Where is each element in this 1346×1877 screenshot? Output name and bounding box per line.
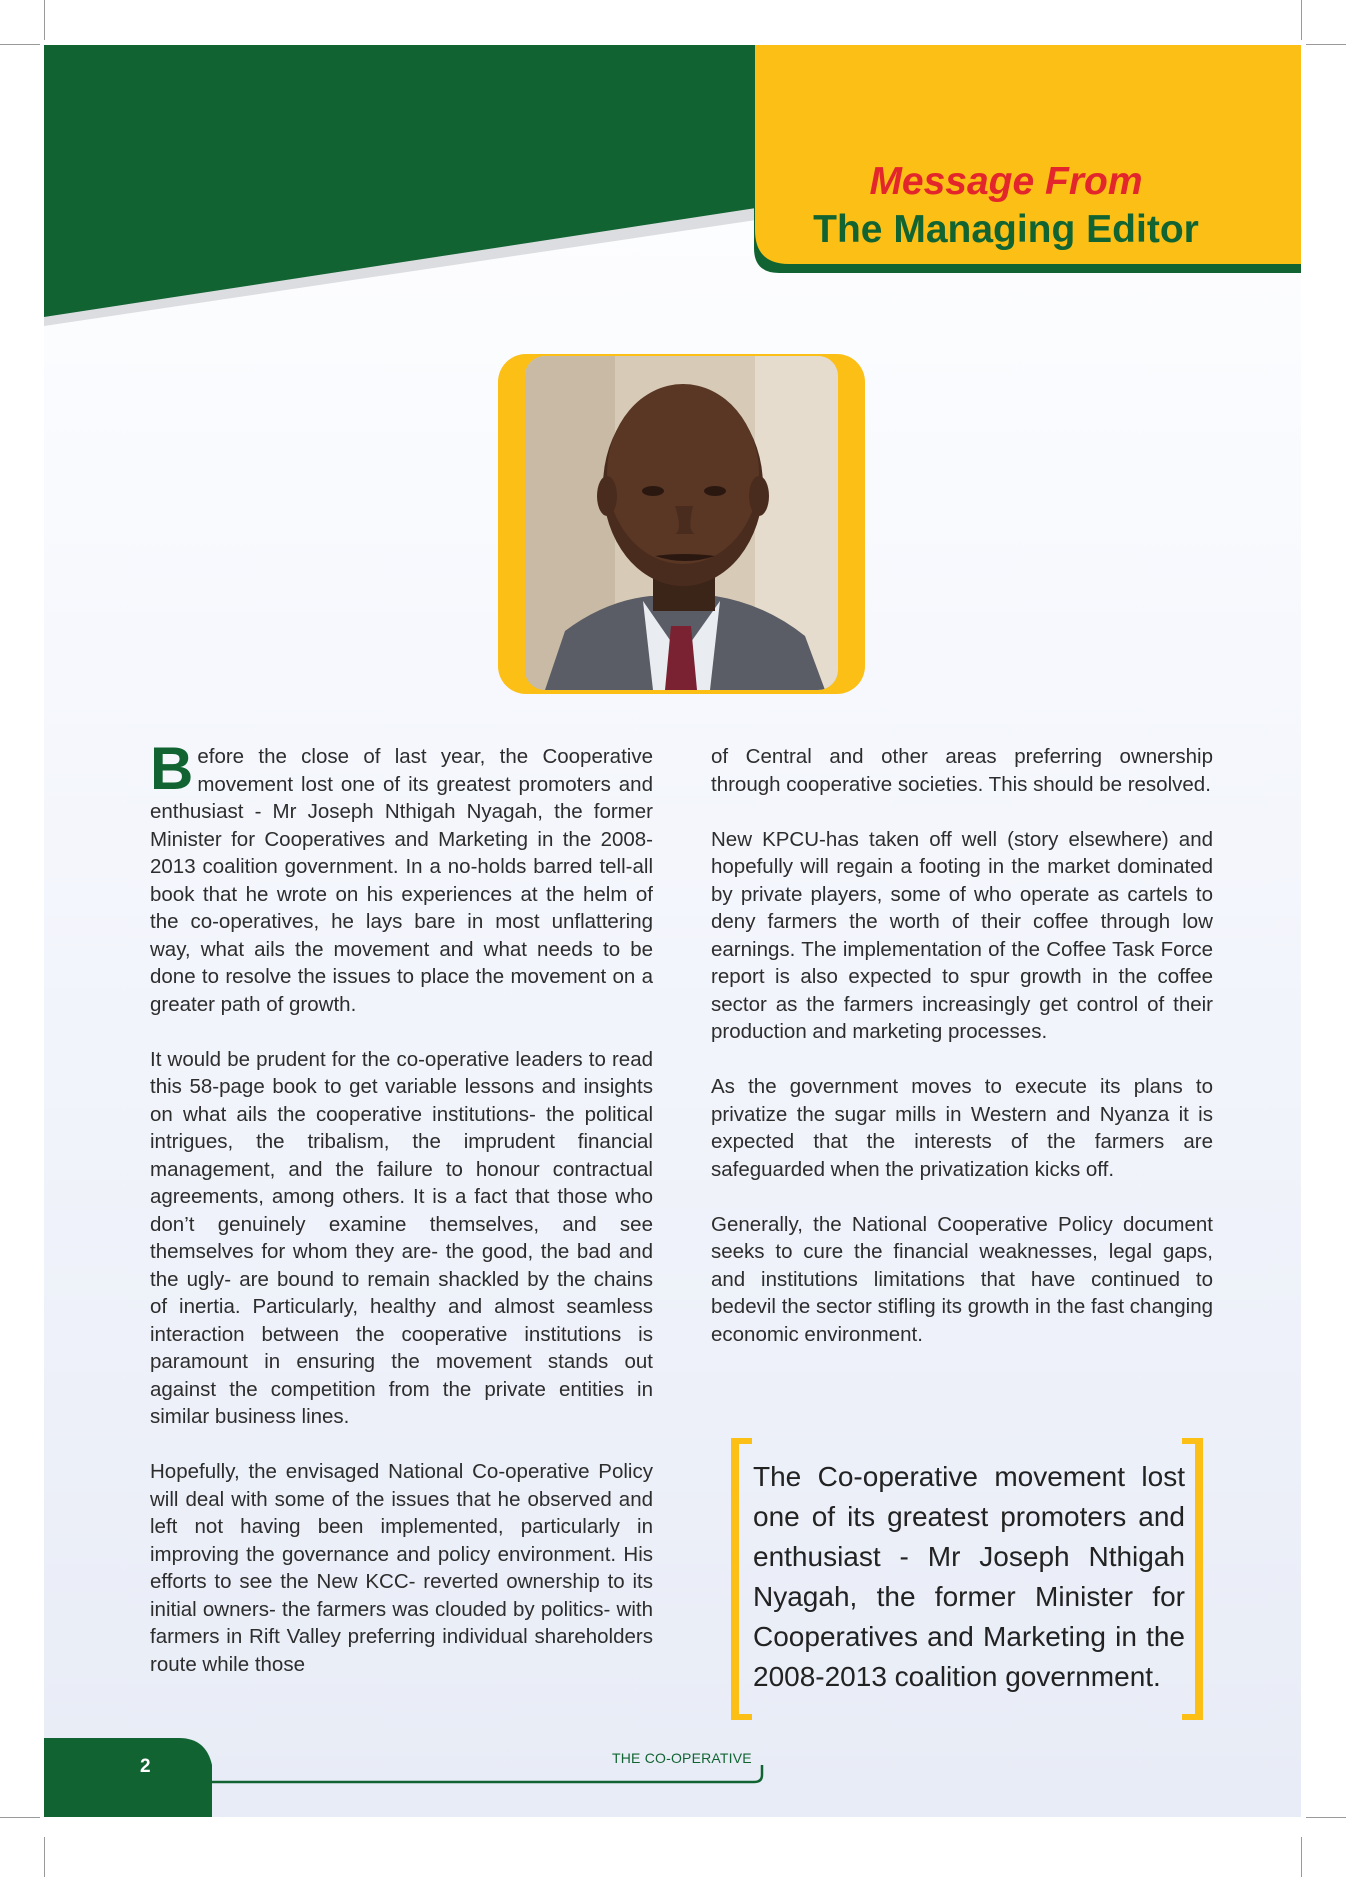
article-column-right <box>711 743 1213 1376</box>
page-number: 2 <box>140 1756 151 1777</box>
crop-mark <box>1301 1837 1302 1877</box>
pull-quote-text: The Co-operative movement lost one of its greatest promoters and enthusiast - Mr Joseph Nthigah Nyagah, the former Minister for Cooperatives and Marketing in the 2008-2013 coalition government. <box>753 1461 1185 1692</box>
article-column-left <box>150 735 653 1706</box>
paragraph: It would be prudent for the co-operative leaders to read this 58-page book to get variable lessons and insights on what ails the cooperative institutions- the political intrigues, the tribalism, the imprudent financial management, and the failure to honour contractual agreements, among others. It is a fact that those who don’t genuinely examine themselves, and see themselves for whom they are- the good, the bad and the ugly- are bound to remain shackled by the chains of inertia. Particularly, healthy and almost seamless interaction between the cooperative institutions is paramount in ensuring the movement stands out against the competition from the private entities in similar business lines. <box>150 1047 653 1428</box>
publication-name: THE CO-OPERATIVE <box>612 1750 752 1766</box>
crop-mark <box>1306 44 1346 45</box>
crop-mark <box>0 44 40 45</box>
paragraph: As the government moves to execute its plans to privatize the sugar mills in Western and Nyanza it is expected that the interests of the farmers are safeguarded when the privatization kicks off. <box>711 1075 1213 1181</box>
crop-mark <box>1306 1817 1346 1818</box>
paragraph: Hopefully, the envisaged National Co-operative Policy will deal with some of the issues that he observed and left not having been implemented, particularly in improving the governance and policy environment. His efforts to see the New KCC- reverted ownership to its initial owners- the farmers was clouded by politics- with farmers in Rift Valley preferring individual shareholders route while those <box>150 1460 653 1676</box>
crop-mark <box>44 0 45 40</box>
portrait-illustration <box>525 356 838 690</box>
drop-cap: B <box>150 735 194 802</box>
crop-mark <box>1301 0 1302 40</box>
paragraph: of Central and other areas preferring ownership through cooperative societies. This should be resolved. <box>711 745 1213 796</box>
paragraph: Generally, the National Cooperative Policy document seeks to cure the financial weaknesses, legal gaps, and institutions limitations that have continued to bedevil the sector stifling its growth in the fast changing economic environment. <box>711 1212 1213 1346</box>
crop-mark <box>44 1837 45 1877</box>
paragraph <box>150 735 653 1018</box>
paragraph: New KPCU-has taken off well (story elsewhere) and hopefully will regain a footing in the market dominated by private players, some of who operate as cartels to deny farmers the worth of their coffee through low earnings. The implementation of the Coffee Task Force report is also expected to spur growth in the coffee sector as the farmers increasingly get control of their production and marketing processes. <box>711 827 1213 1043</box>
title-line-2: The Managing Editor <box>813 208 1199 251</box>
page-title <box>756 158 1256 254</box>
footer-bar <box>44 1735 764 1817</box>
title-line-1: Message From <box>869 160 1143 203</box>
paragraph-text: efore the close of last year, the Cooperative movement lost one of its greatest promoters and enthusiast - Mr Joseph Nthigah Nyagah, the former Minister for Cooperatives and Marketing in the 2008-2013 coalition government. In a no-holds barred tell-all book that he wrote on his experiences at the helm of the co-operatives, he lays bare in most unflattering way, what ails the movement and what needs to be done to resolve the issues to place the movement on a greater path of growth. <box>150 745 653 1016</box>
crop-mark <box>0 1817 40 1818</box>
portrait-photo <box>525 356 838 690</box>
